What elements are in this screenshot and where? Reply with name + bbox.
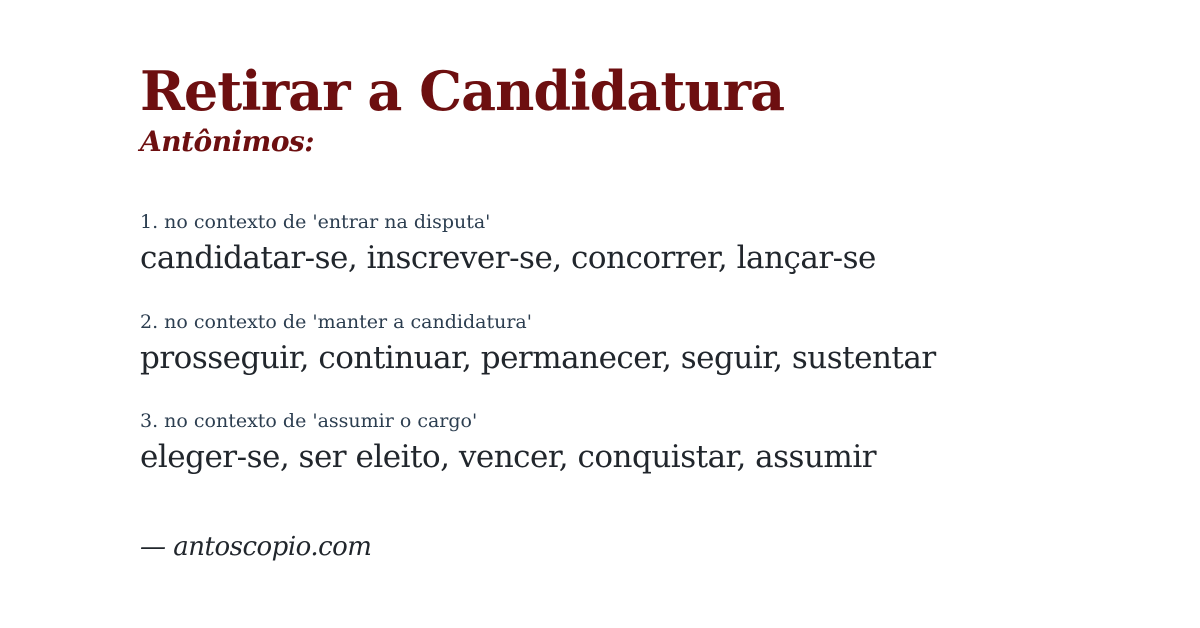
entry-context: 1. no contexto de 'entrar na disputa' [140, 211, 491, 234]
entry-context: 2. no contexto de 'manter a candidatura' [140, 310, 532, 333]
entry-words: eleger-se, ser eleito, vencer, conquistar, assumir [140, 438, 877, 475]
antonym-entry-1 [140, 210, 1140, 277]
antonym-entries [140, 210, 1140, 476]
footer-attribution: — antoscopio.com [140, 532, 372, 562]
entry-words: candidatar-se, inscrever-se, concorrer, lançar-se [140, 240, 876, 277]
subtitle-antonimos: Antônimos: [140, 125, 315, 159]
antonym-entry-2 [140, 310, 1140, 377]
entry-words: prosseguir, continuar, permanecer, seguir, sustentar [140, 339, 936, 376]
entry-context: 3. no contexto de 'assumir o cargo' [140, 410, 478, 433]
page-title: Retirar a Candidatura [140, 59, 785, 123]
antonym-entry-3 [140, 409, 1140, 476]
